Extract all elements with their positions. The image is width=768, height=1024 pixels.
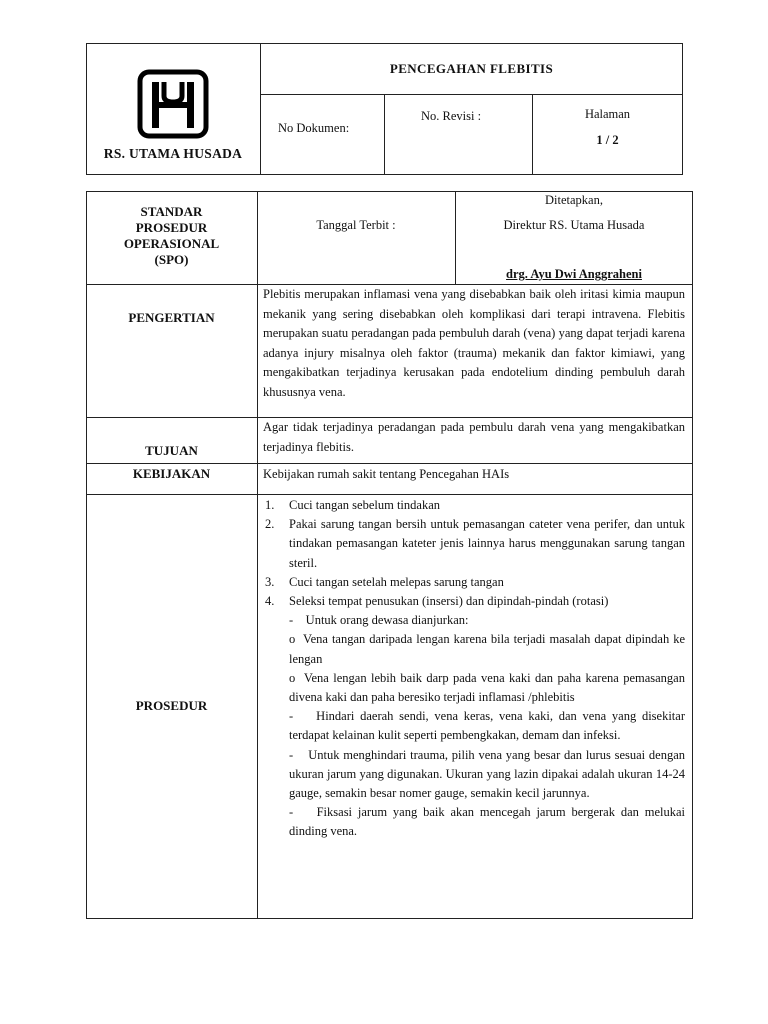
direktur-text: Direktur RS. Utama Husada — [503, 218, 645, 232]
procedure-step-number: 1. — [265, 498, 275, 512]
procedure-detail: - Fiksasi jarum yang baik akan mencegah jarum bergerak dan melukai dinding vena. — [289, 805, 689, 839]
row-divider-tujuan — [86, 463, 693, 464]
tanggal-terbit-label: Tanggal Terbit : — [316, 218, 396, 232]
tujuan-label: TUJUAN — [145, 443, 198, 458]
procedure-detail: o Vena lengan lebih baik darp pada vena kaki dan paha karena pemasangan divena kaki dan paha beresiko terjadi inflamasi /phlebitis — [289, 670, 689, 705]
ditetapkan-text: Ditetapkan, — [545, 193, 603, 207]
header-row-divider — [260, 94, 683, 95]
halaman-value: 1 / 2 — [596, 133, 619, 147]
procedure-step — [265, 573, 685, 592]
prosedur-content — [265, 496, 689, 842]
kebijakan-text: Kebijakan rumah sakit tentang Pencegahan HAIs — [263, 467, 510, 481]
procedure-step — [265, 496, 685, 515]
procedure-detail: - Untuk orang dewasa dianjurkan: — [289, 613, 469, 628]
spo-title-line-2: PROSEDUR — [135, 220, 208, 235]
tujuan-text: Agar tidak terjadinya peradangan pada pembulu darah vena yang mengakibatkan terjadinya flebitis. — [263, 420, 685, 454]
label-column-divider — [257, 191, 258, 919]
procedure-step-text: Seleksi tempat penusukan (insersi) dan dipindah-pindah (rotasi) — [289, 594, 609, 609]
kebijakan-label: KEBIJAKAN — [132, 466, 211, 481]
no-revisi-label: No. Revisi : — [421, 109, 482, 123]
pengertian-label: PENGERTIAN — [128, 310, 215, 325]
no-dokumen-label: No Dokumen: — [278, 121, 350, 135]
procedure-detail: - Untuk menghindari trauma, pilih vena yang besar dan lurus sesuai dengan ukuran jarum yang digunakan. Ukuran yang lazin dipakai adalah ukuran 14-24 gauge, semakin besar nomer gauge, semakin kecil jarunnya. — [289, 747, 689, 801]
pengertian-text: Plebitis merupakan inflamasi vena yang disebabkan baik oleh iritasi kimia maupun mekanik yang sering disebabkan oleh komplikasi dari terapi intravena. Flebitis merupakan suatu peradangan pada pembuluh darah (vena) yang dapat terjadi karena adanya injury misalnya oleh faktor (trauma) mekanik dan faktor kimiawi, yang mengakibatkan terjadinya kerusakan pada endotelium dinding pembuluh darah khususnya vena. — [263, 287, 685, 399]
halaman-label: Halaman — [584, 107, 631, 121]
procedure-step-number: 4. — [265, 594, 275, 609]
prosedur-label: PROSEDUR — [135, 698, 208, 713]
header-col-divider-1 — [384, 94, 385, 175]
spo-title-line-3: OPERASIONAL — [123, 236, 220, 251]
procedure-step-number: 3. — [265, 574, 275, 589]
signatory-name: drg. Ayu Dwi Anggraheni — [506, 267, 642, 281]
procedure-step-number: 2. — [265, 517, 275, 532]
procedure-step — [265, 592, 685, 611]
procedure-step-text: Cuci tangan setelah melepas sarung tangan — [289, 574, 504, 589]
spo-title — [86, 204, 257, 268]
spo-title-line-4: (SPO) — [154, 252, 189, 267]
procedure-detail: - Hindari daerah sendi, vena keras, vena kaki, dan vena yang disekitar terdapat kelainan kulit seperti pembengkakan, demam dan infeksi. — [289, 709, 689, 743]
procedure-detail: o Vena tangan daripada lengan karena bila terjadi masalah dapat dipindah ke lengan — [289, 632, 689, 666]
procedure-step-text: Cuci tangan sebelum tindakan — [289, 498, 441, 512]
spo-title-line-1: STANDAR — [140, 204, 203, 219]
hospital-logo — [137, 69, 209, 139]
procedure-step-text: Pakai sarung tangan bersih untuk pemasangan cateter vena perifer, dan untuk tindakan pemasangan kateter jenis lainnya harus menggunakan sarung tangan steril. — [289, 517, 685, 570]
row-divider-kebijakan — [86, 494, 693, 495]
procedure-step — [265, 515, 685, 573]
document-title: PENCEGAHAN FLEBITIS — [389, 61, 554, 76]
hospital-name: RS. UTAMA HUSADA — [103, 146, 243, 161]
